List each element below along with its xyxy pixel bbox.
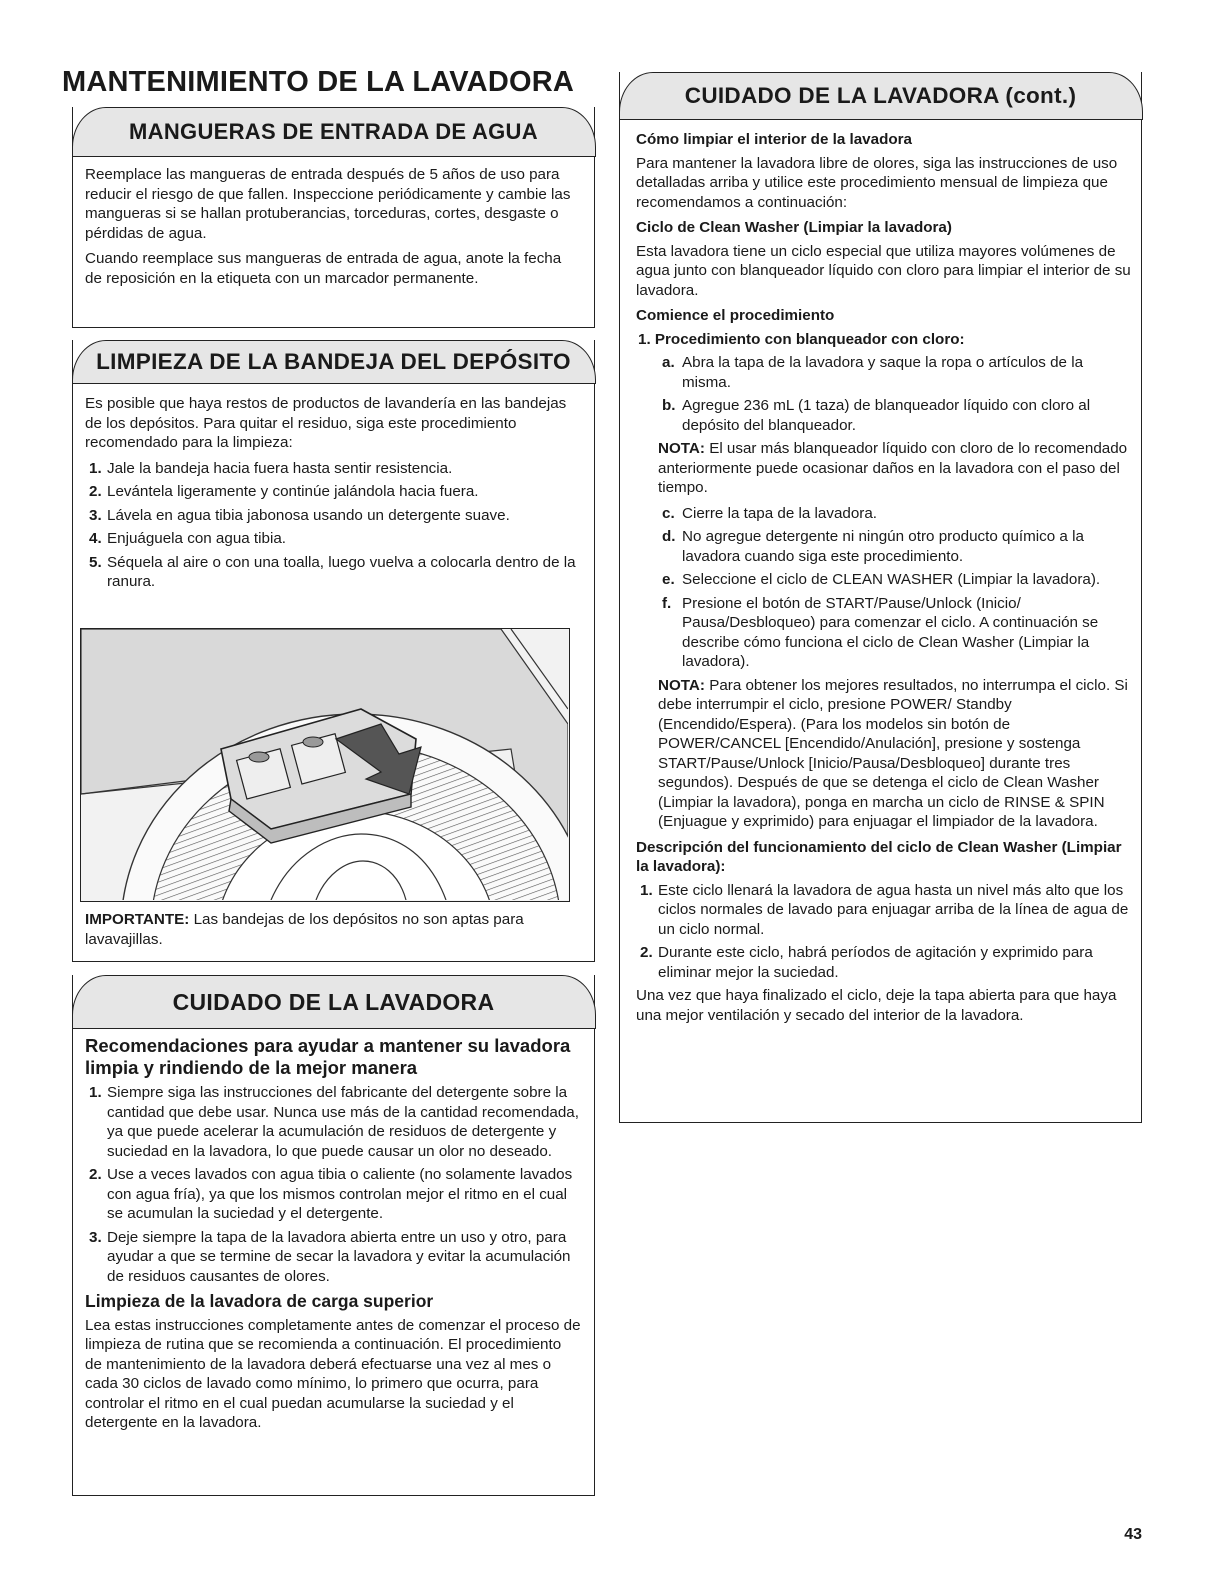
note-2: NOTA: Para obtener los mejores resultados, no interrumpa el ciclo. Si debe interrumpir el ciclo, presione POWER/ Standby (Encendido/Espera). (Para los modelos sin botón de POWER/CANCEL [Encendido/Anulación], presione y sostenga START/Pause/Unlock [Inicio/Pausa/Desbloqueo] durante tres segundos). Después de que se detenga el ciclo de Clean Washer (Limpiar la lavadora), ponga en marcha un ciclo de RINSE & SPIN (Enjuague y exprimido) para enjuagar el limpiador de la lavadora. xyxy=(658,676,1128,830)
care-body xyxy=(85,1035,582,1439)
hoses-paragraph-1: Reemplace las mangueras de entrada después de 5 años de uso para reducir el riesgo de que fallen. Inspeccione periódicamente y cambie las mangueras si se hallan protuberancias, torceduras, cortes, desgaste o pérdidas de agua. xyxy=(85,166,571,242)
closing-text: Una vez que haya finalizado el ciclo, deje la tapa abierta para que haya una mejor ventilación y secado del interior de la lavadora. xyxy=(636,987,1117,1024)
list-item: b. Agregue 236 mL (1 taza) de blanqueador líquido con cloro al depósito del blanqueador. xyxy=(662,397,1091,434)
page-title: MANTENIMIENTO DE LA LAVADORA xyxy=(62,66,575,98)
dispenser-tray-illustration xyxy=(80,628,570,902)
list-item: e. Seleccione el ciclo de CLEAN WASHER (Limpiar la lavadora). xyxy=(662,571,1101,588)
list-item: 1. Jale la bandeja hacia fuera hasta sentir resistencia. xyxy=(89,459,453,477)
care-cont-section xyxy=(619,72,1142,1123)
start-heading: Comience el procedimiento xyxy=(636,307,835,324)
top-load-heading: Limpieza de la lavadora de carga superior xyxy=(85,1291,434,1311)
note-1: NOTA: El usar más blanqueador líquido con cloro de lo recomendado anteriormente puede ocasionar daños en la lavadora con el paso del tiempo. xyxy=(658,440,1128,496)
list-item: 1. Este ciclo llenará la lavadora de agua hasta un nivel más alto que los ciclos normales de lavado para enjuagar arriba de la línea de agua de un ciclo normal. xyxy=(640,881,1129,938)
washer-tub-drawing xyxy=(81,629,568,900)
list-item: 3. Deje siempre la tapa de la lavadora abierta entre un uso y otro, para ayudar a que se termine de secar la lavadora y evitar la acumulación de residuos causantes de olores. xyxy=(89,1228,571,1285)
important-label: IMPORTANTE: xyxy=(85,911,190,928)
list-item: d. No agregue detergente ni ningún otro producto químico a la lavadora cuando siga este procedimiento. xyxy=(662,528,1084,565)
description-steps xyxy=(636,881,1131,983)
tray-intro: Es posible que haya restos de productos de lavandería en las bandejas de los depósitos. Para quitar el residuo, siga este procedimiento recomendado para la limpieza: xyxy=(85,395,567,451)
care-subheading: Recomendaciones para ayudar a mantener su lavadora limpia y rindiendo de la mejor manera xyxy=(85,1035,571,1078)
care-cont-body xyxy=(636,128,1131,1031)
hoses-section xyxy=(72,107,595,328)
care-heading: CUIDADO DE LA LAVADORA xyxy=(72,975,596,1029)
list-item: a. Abra la tapa de la lavadora y saque la ropa o artículos de la misma. xyxy=(662,354,1084,391)
hoses-body xyxy=(85,165,582,294)
list-item: 1. Siempre siga las instrucciones del fabricante del detergente sobre la cantidad que debe usar. Nunca use más de la cantidad recomendada, ya que puede acelerar la acumulación de residuos de detergente y suciedad en la lavadora, lo que puede causar un olor no deseado. xyxy=(89,1084,579,1160)
hoses-paragraph-2: Cuando reemplace sus mangueras de entrada de agua, anote la fecha de reposición en la etiqueta con un marcador permanente. xyxy=(85,250,562,287)
bleach-substeps-ab xyxy=(636,353,1131,435)
important-text: Las bandejas de los depósitos no son aptas para lavavajillas. xyxy=(85,911,524,948)
list-item: c. Cierre la tapa de la lavadora. xyxy=(662,504,878,522)
care-tips xyxy=(85,1083,582,1286)
interior-heading: Cómo limpiar el interior de la lavadora xyxy=(636,131,912,148)
hoses-heading: MANGUERAS DE ENTRADA DE AGUA xyxy=(72,107,596,157)
list-item: 2. Levántela ligeramente y continúe jalándola hacia fuera. xyxy=(89,483,479,500)
list-item: 3. Lávela en agua tibia jabonosa usando un detergente suave. xyxy=(89,506,510,524)
bleach-substeps-cf xyxy=(636,504,1131,672)
interior-text: Para mantener la lavadora libre de olores, siga las instrucciones de uso detalladas arriba y utilice este procedimiento mensual de limpieza que recomendamos a continuación: xyxy=(636,154,1118,211)
care-section xyxy=(72,975,595,1496)
description-heading: Descripción del funcionamiento del ciclo de Clean Washer (Limpiar la lavadora): xyxy=(636,838,1122,875)
cycle-heading: Ciclo de Clean Washer (Limpiar la lavadora) xyxy=(636,219,952,236)
list-item: 2. Use a veces lavados con agua tibia o caliente (no solamente lavados con agua fría), ya que los mismos controlan mejor el ritmo en el cual se acumulan la suciedad y el detergente. xyxy=(89,1166,573,1222)
list-item: 5. Séquela al aire o con una toalla, luego vuelva a colocarla dentro de la ranura. xyxy=(89,553,576,590)
tray-steps xyxy=(85,459,582,592)
list-item: f. Presione el botón de START/Pause/Unlock (Inicio/ Pausa/Desbloqueo) para comenzar el ciclo. A continuación se describe cómo funciona el ciclo de Clean Washer (Limpiar la lavadora). xyxy=(662,594,1099,670)
list-item: 4. Enjuáguela con agua tibia. xyxy=(89,530,287,547)
cycle-text: Esta lavadora tiene un ciclo especial que utiliza mayores volúmenes de agua junto con blanqueador líquido con cloro para limpiar el interior de su lavadora. xyxy=(636,242,1131,299)
tray-body xyxy=(85,394,582,596)
care-cont-heading: CUIDADO DE LA LAVADORA (cont.) xyxy=(619,72,1143,120)
tray-heading: LIMPIEZA DE LA BANDEJA DEL DEPÓSITO xyxy=(72,340,596,384)
page-number: 43 xyxy=(1124,1526,1142,1543)
tray-important xyxy=(85,910,582,955)
top-load-text: Lea estas instrucciones completamente antes de comenzar el proceso de limpieza de rutina que se recomienda a continuación. El procedimiento de mantenimiento de la lavadora deberá efectuarse una vez al mes o cada 30 ciclos de lavado como mínimo, lo primero que ocurra, para controlar el ritmo en el cual puedan acumularse la suciedad y el detergente en la lavadora. xyxy=(85,1316,581,1431)
bleach-step-heading: 1. Procedimiento con blanqueador con cloro: xyxy=(638,330,965,348)
list-item: 2. Durante este ciclo, habrá períodos de agitación y exprimido para eliminar mejor la suciedad. xyxy=(640,944,1093,981)
